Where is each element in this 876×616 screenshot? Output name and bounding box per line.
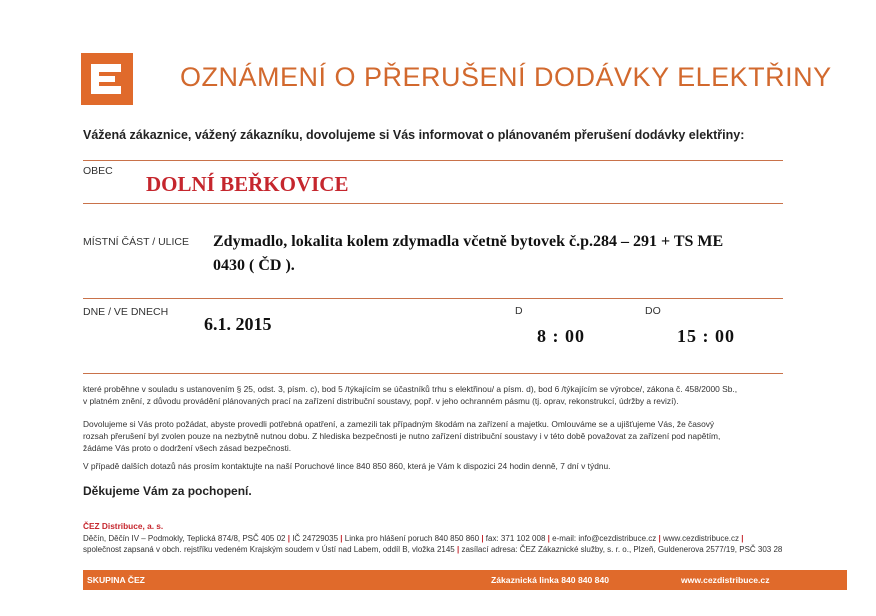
separator: |	[456, 545, 460, 554]
divider	[83, 160, 783, 161]
ulice-label: MÍSTNÍ ČÁST / ULICE	[83, 236, 189, 248]
footer-web: www.cezdistribuce.cz	[681, 575, 770, 585]
safety-paragraph	[83, 418, 720, 454]
do-label: DO	[645, 305, 661, 317]
footer-hotline: Zákaznická linka 840 840 840	[491, 575, 610, 585]
safety-line: žádáme Vás proto o dodržení všech zásad bezpečnosti.	[83, 443, 292, 453]
dne-value: 6.1. 2015	[204, 314, 272, 334]
page-title: OZNÁMENÍ O PŘERUŠENÍ DODÁVKY ELEKTŘINY	[180, 62, 832, 92]
do-value: 15 : 00	[677, 326, 735, 346]
od-label: D	[515, 305, 523, 317]
company-fax: fax: 371 102 008	[485, 534, 546, 543]
separator: |	[340, 534, 343, 543]
company-web: www.cezdistribuce.cz	[663, 534, 740, 543]
company-name: ČEZ Distribuce, a. s.	[83, 521, 164, 531]
legal-paragraph	[83, 383, 737, 407]
legal-line: v platném znění, z důvodu provádění plánovaných prací na zařízení distribuční soustavy, popř. v jeho ochranném pásmu (tj. oprav, rekonstrukcí, údržby a revizí).	[83, 396, 679, 406]
footer-bar	[83, 570, 847, 590]
safety-line: Dovolujeme si Vás proto požádat, abyste provedli potřebná opatření, a zamezili tak případným škodám na zařízení a majetku. Omlouváme se a ujišťujeme Vás, že časový	[83, 419, 715, 429]
company-linka: Linka pro hlášení poruch 840 850 860	[344, 534, 480, 543]
divider	[83, 373, 783, 374]
dne-label: DNE / VE DNECH	[83, 306, 169, 318]
footer-group: SKUPINA ČEZ	[87, 575, 145, 585]
contact-paragraph: V případě dalších dotazů nás prosím kontaktujte na naší Poruchové lince 840 850 860, která je Vám k dispozici 24 hodin denně, 7 dní v týdnu.	[83, 461, 611, 471]
obec-label: OBEC	[83, 165, 113, 177]
cez-logo-mark	[81, 53, 133, 105]
obec-value: DOLNÍ BEŘKOVICE	[146, 172, 349, 196]
thanks-text: Děkujeme Vám za pochopení.	[83, 484, 252, 498]
ulice-value-line: Zdymadlo, lokalita kolem zdymadla včetně bytovek č.p.284 – 291 + TS ME	[213, 233, 724, 250]
intro-text: Vážená zákaznice, vážený zákazníku, dovolujeme si Vás informovat o plánovaném přerušení dodávky elektřiny:	[83, 128, 745, 142]
company-ic: IČ 24729035	[292, 534, 339, 543]
separator: |	[481, 534, 484, 543]
company-registration-line	[83, 544, 782, 556]
company-email: e-mail: info@cezdistribuce.cz	[552, 534, 657, 543]
divider	[83, 298, 783, 299]
legal-line: které proběhne v souladu s ustanovením § 25, odst. 3, písm. c), bod 5 /týkajícím se účastníků trhu s elektřinou/ a písm. d), bod 6 /týkajícím se výrobce/, zákona č. 458/2000 Sb.,	[83, 384, 738, 394]
safety-line: rozsah přerušení byl zvolen pouze na nezbytně nutnou dobu. Z hlediska bezpečnosti je nutno zařízení distribuční soustavy i v této době považovat za zařízení pod napětím,	[83, 431, 721, 441]
ulice-value	[213, 230, 803, 278]
cez-logo	[81, 53, 133, 105]
company-mail-address: zasílací adresa: ČEZ Zákaznické služby, s. r. o., Plzeň, Guldenerova 2577/19, PSČ 303 28	[461, 545, 783, 554]
company-registration: společnost zapsaná v obch. rejstříku vedeném Krajským soudem v Ústí nad Labem, oddíl B, vložka 2145	[83, 545, 455, 554]
company-address: Děčín, Děčín IV – Podmokly, Teplická 874/8, PSČ 405 02	[83, 534, 286, 543]
divider	[83, 203, 783, 204]
separator: |	[658, 534, 661, 543]
separator: |	[287, 534, 290, 543]
separator: |	[741, 534, 744, 543]
od-value: 8 : 00	[537, 326, 585, 346]
ulice-value-line: 0430 ( ČD ).	[213, 257, 295, 274]
separator: |	[547, 534, 550, 543]
